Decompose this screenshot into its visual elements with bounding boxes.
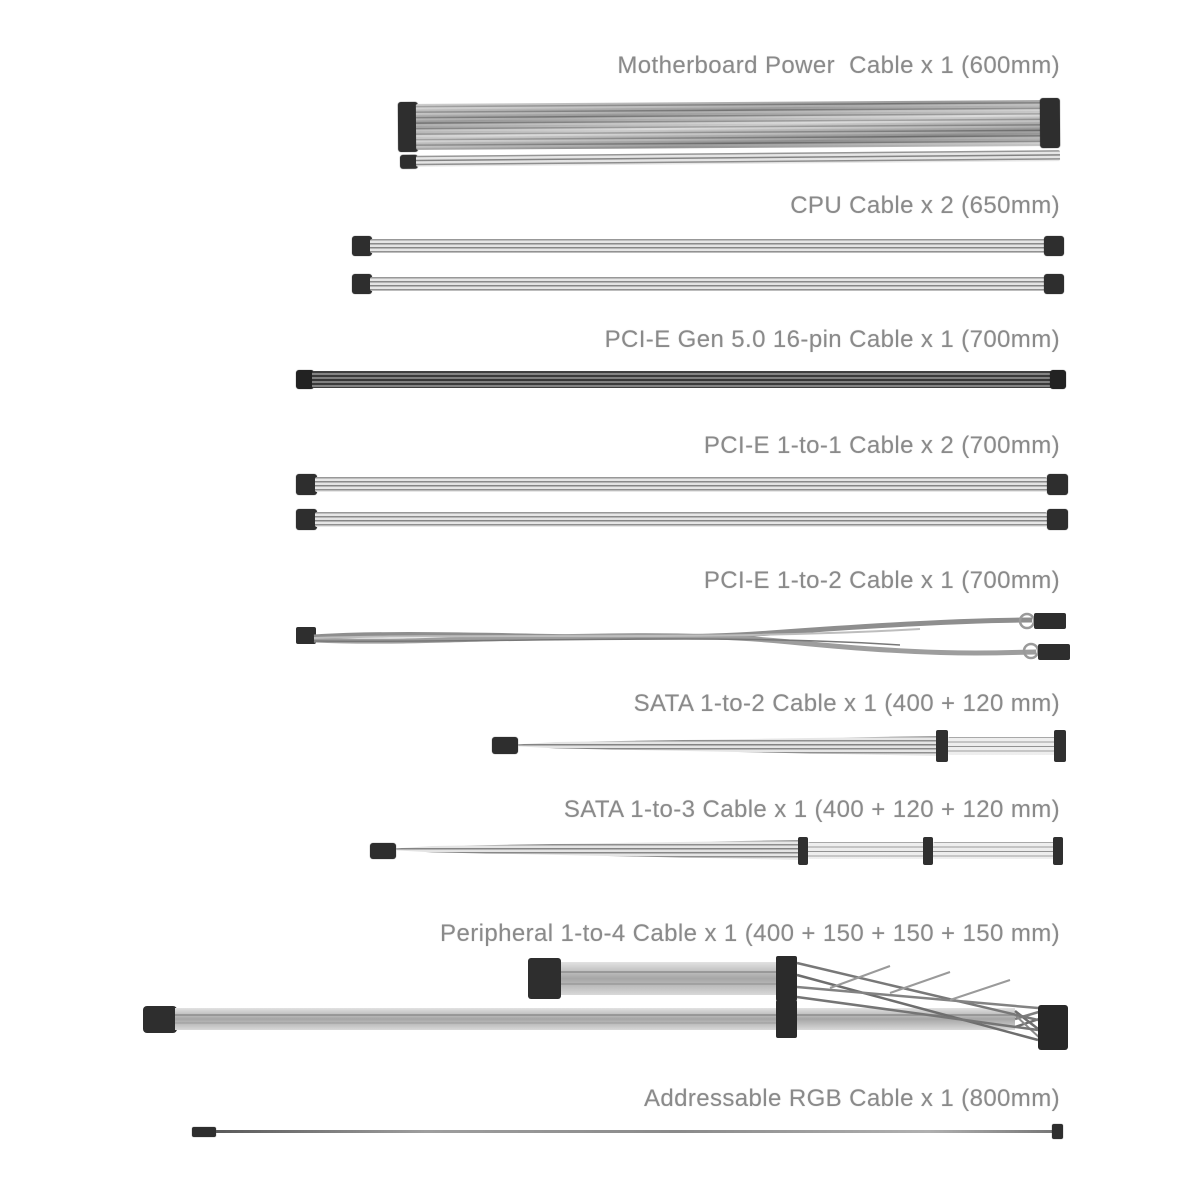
connector [296,627,316,644]
cable-sleeve [416,100,1042,150]
connector [492,737,518,754]
connector [776,956,797,1001]
connector [1044,274,1064,294]
connector [1047,474,1068,495]
cable-label-cpu: CPU Cable x 2 (650mm) [790,192,1060,219]
connector [296,474,317,495]
connector [1034,613,1066,629]
sata-connector [923,837,933,865]
sata-connector [1053,837,1063,865]
cable-sleeve [370,239,1046,253]
pcie-1to1-cable-2 [296,509,1068,530]
cable-sleeve [948,737,1056,755]
cable-sleeve [315,477,1047,492]
connector [352,236,372,256]
peripheral-1to4-cable [130,948,1080,1056]
cpu-cable-2 [352,274,1064,294]
cable-sleeve [396,840,800,860]
cable-sleeve [416,150,1060,167]
connector [1038,644,1070,660]
cable-label-sata-1to3: SATA 1-to-3 Cable x 1 (400 + 120 + 120 mm) [563,796,1060,823]
connector [143,1006,177,1033]
pcie-gen5-cable [296,369,1068,389]
connector [370,843,396,859]
motherboard-cable-thick [398,98,1060,152]
sata-connector [1054,730,1066,762]
cable-sleeve [808,842,925,859]
connector [296,509,317,530]
connector [1050,370,1066,389]
cable-wire [216,1130,1054,1133]
connector [776,1000,797,1038]
connector [1038,1005,1068,1050]
cable-sleeve [933,842,1055,859]
connector [192,1127,216,1137]
cable-label-pcie-gen5: PCI-E Gen 5.0 16-pin Cable x 1 (700mm) [604,326,1060,353]
cable-label-peripheral: Peripheral 1-to-4 Cable x 1 (400 + 150 + 150 + 150 mm) [440,920,1060,947]
cable-label-pcie-1to2: PCI-E 1-to-2 Cable x 1 (700mm) [703,567,1060,594]
cable-sleeve [315,512,1047,527]
connector [1052,1124,1063,1139]
peripheral-graphic [130,948,1080,1056]
connector [352,274,372,294]
connector [1047,509,1068,530]
cable-label-pcie-1to1: PCI-E 1-to-1 Cable x 2 (700mm) [703,432,1060,459]
cable-sleeve [370,277,1046,291]
cable-label-sata-1to2: SATA 1-to-2 Cable x 1 (400 + 120 mm) [633,690,1060,717]
connector [528,958,561,999]
pcie-1to1-cable-1 [296,474,1068,495]
pcie-1to2-cable [290,600,1080,670]
cable-label-argb: Addressable RGB Cable x 1 (800mm) [643,1085,1060,1112]
connector [1040,98,1060,148]
sata-connector [798,837,808,865]
cable-label-motherboard: Motherboard Power Cable x 1 (600mm) [617,52,1060,79]
connector [1044,236,1064,256]
sata-connector [936,730,948,762]
cable-sleeve [312,371,1052,388]
pcie-1to2-graphic [290,600,1080,670]
cable-sleeve [518,736,938,756]
cpu-cable-1 [352,236,1064,256]
